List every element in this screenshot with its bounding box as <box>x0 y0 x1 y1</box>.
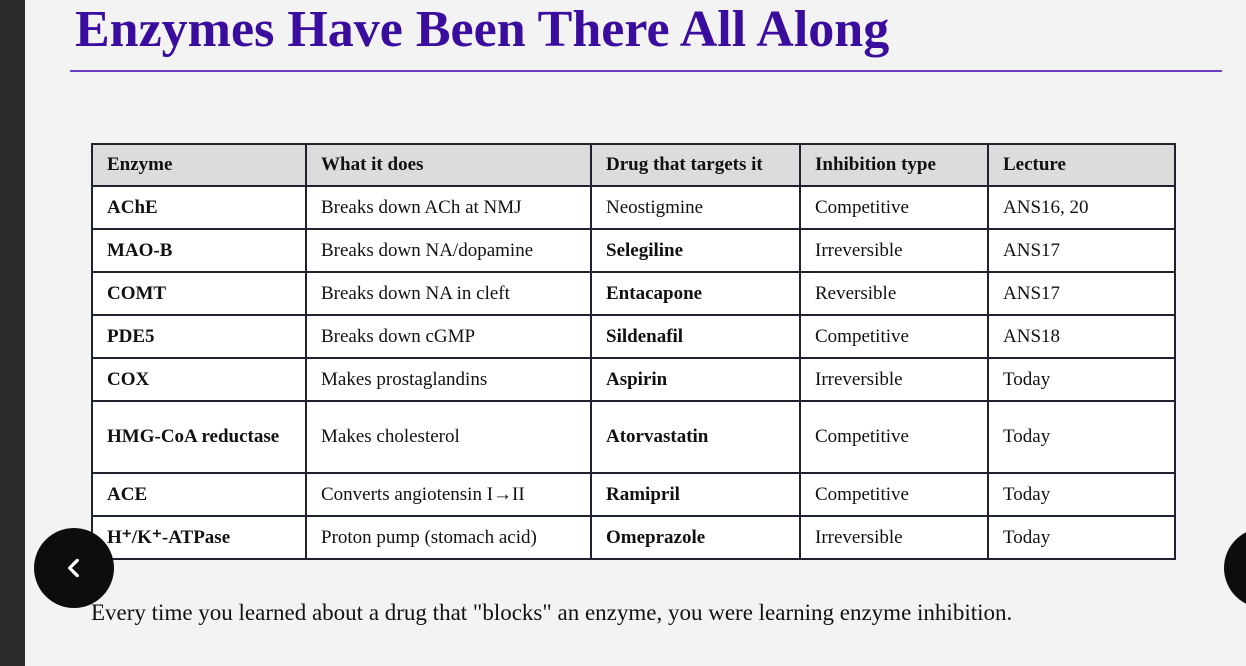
inhibition-cell: Competitive <box>800 401 988 473</box>
enzyme-cell: ACE <box>92 473 306 516</box>
enzyme-cell: HMG-CoA reductase <box>92 401 306 473</box>
drug-cell: Neostigmine <box>591 186 800 229</box>
table-row <box>92 473 1175 516</box>
inhibition-cell: Irreversible <box>800 516 988 559</box>
slide <box>25 0 1246 666</box>
enzyme-cell: MAO-B <box>92 229 306 272</box>
column-header: Enzyme <box>92 144 306 186</box>
lecture-cell: Today <box>988 473 1175 516</box>
action-cell: Makes prostaglandins <box>306 358 591 401</box>
inhibition-cell: Competitive <box>800 186 988 229</box>
previous-slide-button[interactable] <box>34 528 114 608</box>
table-row <box>92 358 1175 401</box>
column-header: Drug that targets it <box>591 144 800 186</box>
enzyme-table <box>91 143 1176 560</box>
enzyme-cell: PDE5 <box>92 315 306 358</box>
action-cell: Proton pump (stomach acid) <box>306 516 591 559</box>
drug-cell: Selegiline <box>591 229 800 272</box>
table-row <box>92 186 1175 229</box>
table-row <box>92 272 1175 315</box>
drug-cell: Sildenafil <box>591 315 800 358</box>
action-cell: Breaks down ACh at NMJ <box>306 186 591 229</box>
enzyme-cell: COX <box>92 358 306 401</box>
lecture-cell: ANS18 <box>988 315 1175 358</box>
drug-cell: Ramipril <box>591 473 800 516</box>
slide-caption: Every time you learned about a drug that "blocks" an enzyme, you were learning enzyme inhibition. <box>91 600 1013 625</box>
inhibition-cell: Competitive <box>800 473 988 516</box>
drug-cell: Entacapone <box>591 272 800 315</box>
table-row <box>92 315 1175 358</box>
enzyme-cell: AChE <box>92 186 306 229</box>
lecture-cell: ANS17 <box>988 272 1175 315</box>
table-header-row <box>92 144 1175 186</box>
inhibition-cell: Reversible <box>800 272 988 315</box>
left-edge-panel <box>0 0 25 666</box>
action-cell: Breaks down NA in cleft <box>306 272 591 315</box>
drug-cell: Omeprazole <box>591 516 800 559</box>
slide-title: Enzymes Have Been There All Along <box>75 1 890 58</box>
action-cell: Converts angiotensin I→II <box>306 473 591 516</box>
table-row <box>92 516 1175 559</box>
inhibition-cell: Irreversible <box>800 229 988 272</box>
enzyme-cell: COMT <box>92 272 306 315</box>
drug-cell: Aspirin <box>591 358 800 401</box>
title-divider <box>70 70 1222 72</box>
lecture-cell: ANS17 <box>988 229 1175 272</box>
enzyme-cell: H⁺/K⁺-ATPase <box>92 516 306 559</box>
lecture-cell: Today <box>988 516 1175 559</box>
lecture-cell: ANS16, 20 <box>988 186 1175 229</box>
drug-cell: Atorvastatin <box>591 401 800 473</box>
inhibition-cell: Competitive <box>800 315 988 358</box>
action-cell: Breaks down cGMP <box>306 315 591 358</box>
column-header: Lecture <box>988 144 1175 186</box>
chevron-left-icon <box>61 555 87 581</box>
column-header: Inhibition type <box>800 144 988 186</box>
column-header: What it does <box>306 144 591 186</box>
lecture-cell: Today <box>988 401 1175 473</box>
action-cell: Breaks down NA/dopamine <box>306 229 591 272</box>
table-row <box>92 229 1175 272</box>
action-cell: Makes cholesterol <box>306 401 591 473</box>
inhibition-cell: Irreversible <box>800 358 988 401</box>
lecture-cell: Today <box>988 358 1175 401</box>
table-row <box>92 401 1175 473</box>
